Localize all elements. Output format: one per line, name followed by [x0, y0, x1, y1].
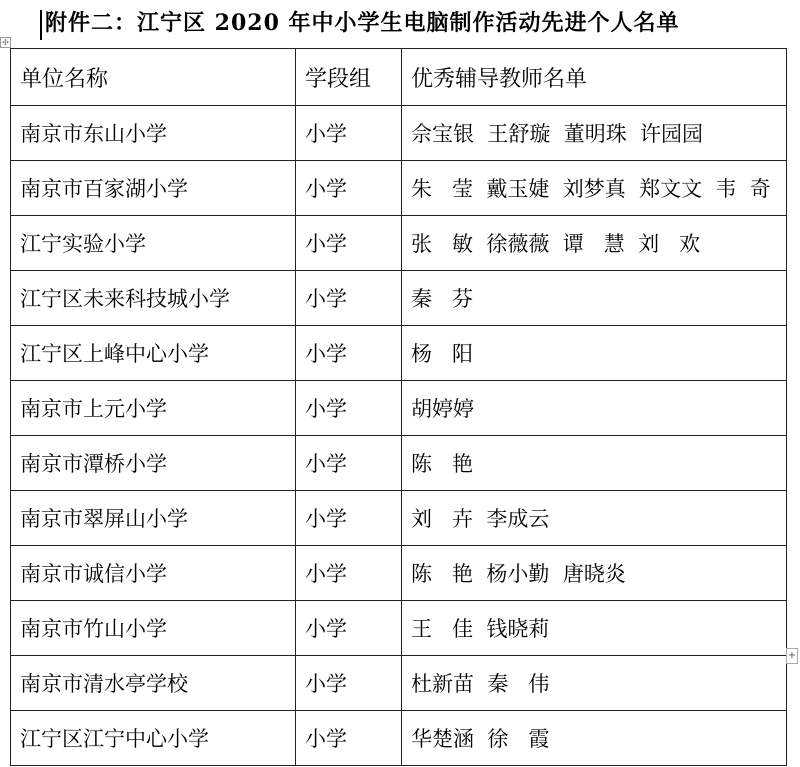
level-cell: 小学: [296, 711, 402, 766]
teacher-roster-table: [10, 48, 787, 766]
teachers-cell: 刘 卉 李成云: [402, 491, 787, 546]
level-cell: 小学: [296, 326, 402, 381]
table-row: [11, 546, 787, 601]
teachers-cell: 秦 芬: [402, 271, 787, 326]
level-cell: 小学: [296, 216, 402, 271]
level-cell: 小学: [296, 381, 402, 436]
table-row: [11, 491, 787, 546]
teachers-cell: 张 敏 徐薇薇 谭 慧 刘 欢: [402, 216, 787, 271]
school-cell: 江宁实验小学: [11, 216, 296, 271]
teachers-cell: 华楚涵 徐 霞: [402, 711, 787, 766]
teachers-cell: 杜新苗 秦 伟: [402, 656, 787, 711]
school-cell: 江宁区上峰中心小学: [11, 326, 296, 381]
text-cursor: [40, 10, 42, 40]
level-cell: 小学: [296, 436, 402, 491]
teachers-cell: 陈 艳: [402, 436, 787, 491]
table-header-row: [11, 49, 787, 106]
table-row: [11, 161, 787, 216]
table-row: [11, 711, 787, 766]
header-teachers: 优秀辅导教师名单: [402, 49, 787, 106]
school-cell: 江宁区江宁中心小学: [11, 711, 296, 766]
header-level: 学段组: [296, 49, 402, 106]
level-cell: 小学: [296, 271, 402, 326]
document-title: 附件二：江宁区 2020 年中小学生电脑制作活动先进个人名单: [45, 10, 680, 36]
school-cell: 南京市翠屏山小学: [11, 491, 296, 546]
school-cell: 南京市百家湖小学: [11, 161, 296, 216]
table-row: [11, 656, 787, 711]
table-row: [11, 106, 787, 161]
level-cell: 小学: [296, 161, 402, 216]
table-move-handle-icon[interactable]: ✣: [0, 37, 11, 48]
school-cell: 南京市东山小学: [11, 106, 296, 161]
school-cell: 南京市上元小学: [11, 381, 296, 436]
level-cell: 小学: [296, 491, 402, 546]
table-row: [11, 601, 787, 656]
header-school: 单位名称: [11, 49, 296, 106]
table-row: [11, 436, 787, 491]
teachers-cell: 胡婷婷: [402, 381, 787, 436]
level-cell: 小学: [296, 546, 402, 601]
teachers-cell: 王 佳 钱晓莉: [402, 601, 787, 656]
school-cell: 南京市清水亭学校: [11, 656, 296, 711]
teachers-cell: 陈 艳 杨小勤 唐晓炎: [402, 546, 787, 601]
school-cell: 江宁区未来科技城小学: [11, 271, 296, 326]
teachers-cell: 杨 阳: [402, 326, 787, 381]
table-row: [11, 381, 787, 436]
level-cell: 小学: [296, 106, 402, 161]
table-row: [11, 271, 787, 326]
table-row: [11, 216, 787, 271]
school-cell: 南京市潭桥小学: [11, 436, 296, 491]
school-cell: 南京市竹山小学: [11, 601, 296, 656]
add-row-plus-icon[interactable]: +: [786, 648, 798, 664]
table-row: [11, 326, 787, 381]
level-cell: 小学: [296, 656, 402, 711]
level-cell: 小学: [296, 601, 402, 656]
school-cell: 南京市诚信小学: [11, 546, 296, 601]
teachers-cell: 佘宝银 王舒璇 董明珠 许园园: [402, 106, 787, 161]
teachers-cell: 朱 莹 戴玉婕 刘梦真 郑文文 韦 奇: [402, 161, 787, 216]
